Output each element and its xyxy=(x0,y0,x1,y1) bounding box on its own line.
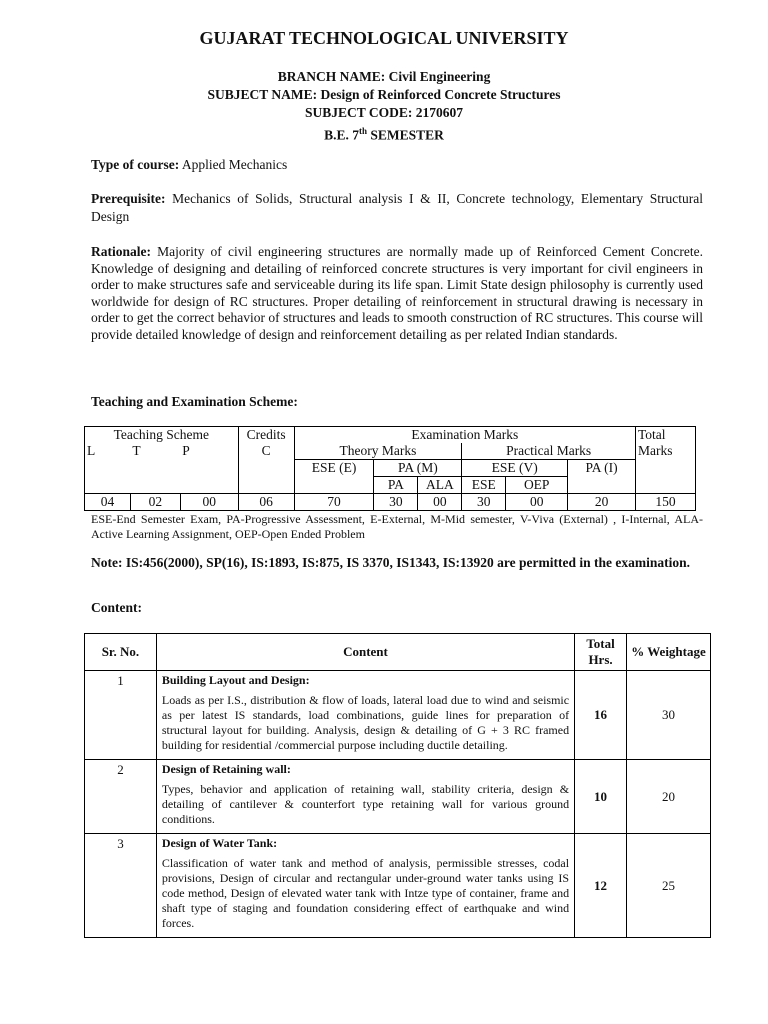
ese-header: ESE xyxy=(462,477,506,494)
module-title: Building Layout and Design: xyxy=(161,673,310,687)
content-header-row xyxy=(85,634,711,671)
oep-header: OEP xyxy=(506,477,568,494)
ese-e-value: 70 xyxy=(294,494,374,511)
permitted-codes-note: Note: IS:456(2000), SP(16), IS:1893, IS:875, IS 3370, IS1343, IS:13920 are permitted in the examination. xyxy=(91,555,690,570)
content-table xyxy=(84,633,711,938)
module-title: Design of Water Tank: xyxy=(161,836,278,850)
total-hrs-header: Total Hrs. xyxy=(575,634,627,671)
examination-marks-header: Examination Marks xyxy=(294,427,635,444)
pa-i-value: 20 xyxy=(568,494,636,511)
rationale: Rationale: Majority of civil engineering structures are normally made up of Reinforced Cement Concrete. Knowledge of designing and detailing of reinforced concrete structures is very important for civil engineers in order to make structures safe and serviceable during its life span. Limit State design philosophy is currently used worldwide for design of RC structures. Proper detailing of reinforcement in structural drawing is necessary in order to get the correct behavior of structures and leads to smooth construction of RC structures. This course will provide detailed knowledge of design and reinforcement detailing as per related Indian standards. xyxy=(91,244,703,342)
table-row xyxy=(85,760,711,834)
total-hrs: 10 xyxy=(575,760,627,834)
pa-header: PA xyxy=(374,477,418,494)
module-title: Design of Retaining wall: xyxy=(161,762,291,776)
theory-marks-header: Theory Marks xyxy=(294,443,462,460)
weightage-header: % Weightage xyxy=(627,634,711,671)
module-description: Types, behavior and application of retaining wall, stability criteria, design & detailing of cantilever & counterfort type retaining wall for various ground conditions. xyxy=(161,782,570,826)
table-row xyxy=(85,671,711,760)
sr-no: 3 xyxy=(85,834,157,938)
content-cell xyxy=(156,760,574,834)
weightage: 25 xyxy=(627,834,711,938)
module-description: Loads as per I.S., distribution & flow of loads, lateral load due to wind and seismic as per latest IS standards, load combinations, guide lines for preparation of structural layout for building. Analysis, design & detailing of G + 3 RC framed building for residential /commercial purpose including ductile detailing. xyxy=(161,693,570,752)
pa-value: 30 xyxy=(374,494,418,511)
prerequisite: Prerequisite: Mechanics of Solids, Structural analysis I & II, Concrete technology, Elementary Structural Design xyxy=(91,191,703,224)
scheme-heading: Teaching and Examination Scheme: xyxy=(91,394,298,409)
sr-no-header: Sr. No. xyxy=(85,634,157,671)
content-cell xyxy=(156,834,574,938)
sr-no: 2 xyxy=(85,760,157,834)
total-marks-header: Total Marks xyxy=(635,427,695,494)
subject-header xyxy=(0,68,768,145)
practical-marks-header: Practical Marks xyxy=(462,443,636,460)
teaching-exam-scheme-table xyxy=(84,426,696,511)
branch-name: BRANCH NAME: Civil Engineering xyxy=(277,69,491,84)
credits-header: Credits xyxy=(238,427,294,444)
table-row xyxy=(85,834,711,938)
weightage: 30 xyxy=(627,671,711,760)
total-hrs: 12 xyxy=(575,834,627,938)
pa-m-header: PA (M) xyxy=(374,460,462,477)
type-of-course: Type of course: Applied Mechanics xyxy=(91,157,288,172)
module-description: Classification of water tank and method of analysis, permissible stresses, codal provisions, Design of circular and rectangular under-ground water tanks using IS code method, Design of elevated water tank with Intze type of container, frame and shaft type of staging and foundation considering effect of earthquake and wind forces. xyxy=(161,856,570,930)
university-title: GUJARAT TECHNOLOGICAL UNIVERSITY xyxy=(199,28,569,48)
sr-no: 1 xyxy=(85,671,157,760)
total-value: 150 xyxy=(635,494,695,511)
c-header: C xyxy=(238,443,294,494)
semester: B.E. 7th SEMESTER xyxy=(324,126,444,143)
ese-value: 30 xyxy=(462,494,506,511)
teaching-scheme-header: Teaching Scheme xyxy=(85,427,239,444)
ala-header: ALA xyxy=(418,477,462,494)
pa-i-header: PA (I) xyxy=(568,460,636,494)
t-header: T xyxy=(130,443,180,494)
ese-e-header: ESE (E) xyxy=(294,460,374,494)
c-value: 06 xyxy=(238,494,294,511)
ala-value: 00 xyxy=(418,494,462,511)
subject-name: SUBJECT NAME: Design of Reinforced Concrete Structures xyxy=(207,87,561,102)
subject-code: SUBJECT CODE: 2170607 xyxy=(304,105,464,120)
weightage: 20 xyxy=(627,760,711,834)
ese-v-header: ESE (V) xyxy=(462,460,568,477)
p-value: 00 xyxy=(180,494,238,511)
p-header: P xyxy=(180,443,238,494)
content-header: Content xyxy=(156,634,574,671)
l-value: 04 xyxy=(85,494,131,511)
abbreviation-legend: ESE-End Semester Exam, PA-Progressive Assessment, E-External, M-Mid semester, V-Viva (External) , I-Internal, ALA-Active Learning Assignment, OEP-Open Ended Problem xyxy=(91,512,703,541)
t-value: 02 xyxy=(130,494,180,511)
l-header: L xyxy=(85,443,131,494)
content-cell xyxy=(156,671,574,760)
oep-value: 00 xyxy=(506,494,568,511)
total-hrs: 16 xyxy=(575,671,627,760)
content-label: Content: xyxy=(91,600,142,615)
